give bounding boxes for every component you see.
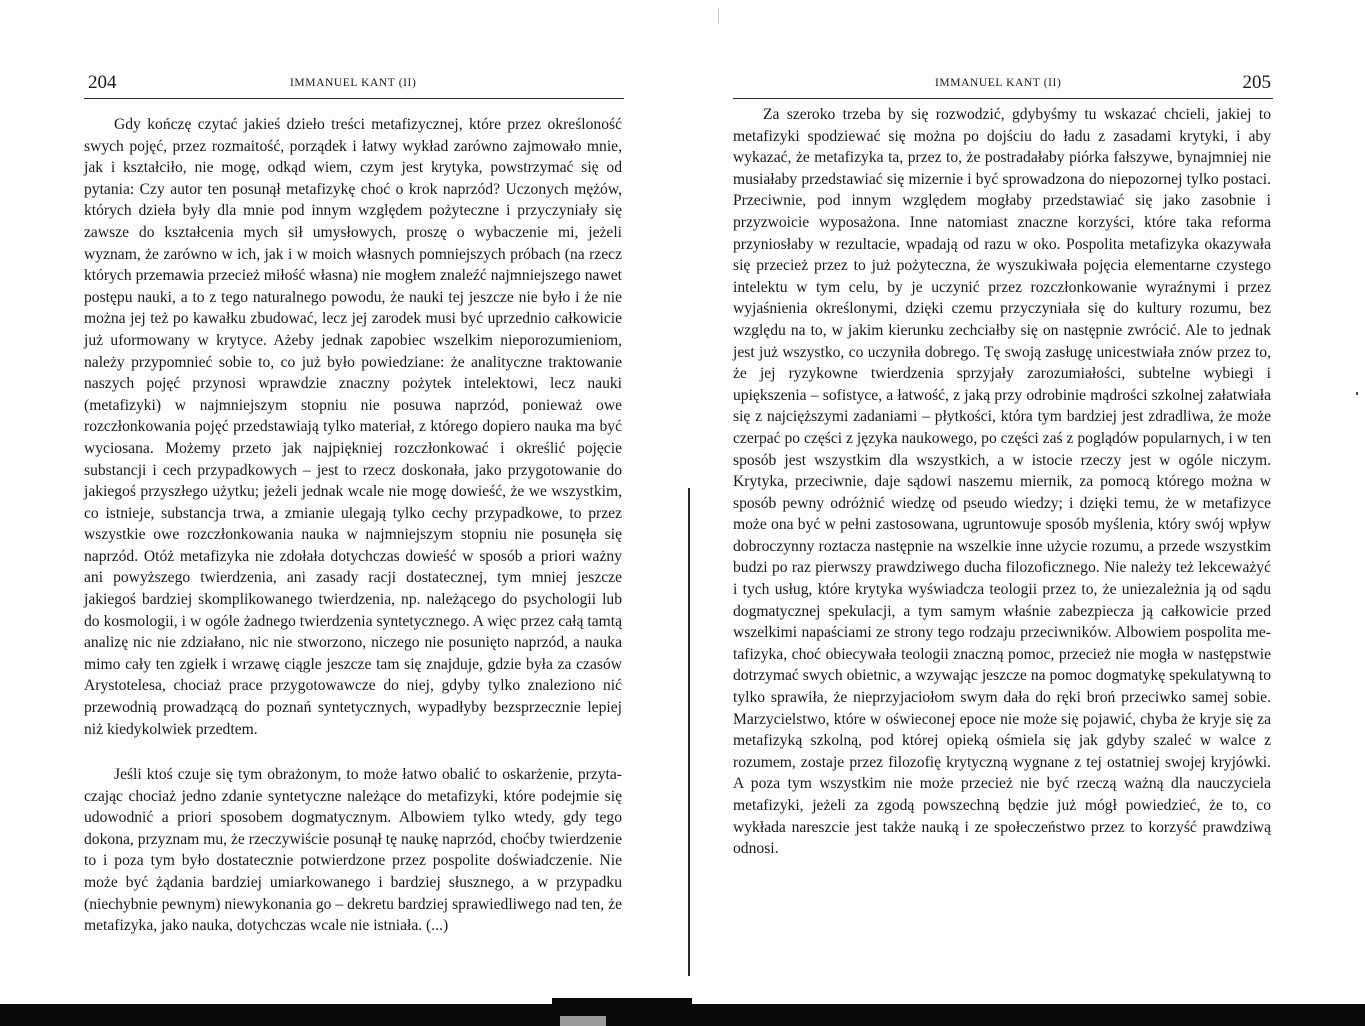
paragraph-text: Za szeroko trzeba by się rozwodzić, gdybyśmy tu wskazać chcieli, jakiej to metafizyki spodziewać się można po dojściu do ładu z zasadami krytyki, i aby wykazać, że metafizyka ta, przez to, że postradałaby piórka fałszywe, bynajmniej nie musiałaby przedstawiać się mizernie i być sprowadzona do niepozornej tylko postaci. Przeciwnie, pod innym względem mogłaby przedstawiać się jako zasobnie i przyzwoicie wyposażona. Inne natomiast znaczne korzyści, które taka reforma przyniosłaby w rezultacie, wpadają od razu w oko. Pospolita metafizyka okazywała się przecież przez to już pożyteczna, że wyszukiwała pojęcia elementarne czystego intelektu w tym celu, by je uczynić przez rozczłonkowanie wyraźnymi i przez wyjaśnienia określonymi, dzięki czemu przyczyniała się do kultury rozumu, bez względu na to, w jakim kierunku zechciałby się on następnie zwrócić. Ale to jednak jest już wszystko, co uczyniła dobrego. Tę swoją zasługę unicestwiała znów przez to, że jej ryzykowne twierdzenia sprzyjały zarozumiałości, subtelne wybiegi i upiększenia – sofistyce, a łatwość, z jaką przy odrobinie mądrości szkolnej załatwiała się z najcięższymi zadaniami – płytkości, która tym bardziej jest zdradliwa, że może czerpać po części z języka naukowego, po części zaś z poglądów popularnych, i w ten sposób jest wszystkim dla wszystkich, a w istocie rzeczy jest w ogóle niczym. Krytyka, przeciwnie, daje sądowi naszemu miernik, za pomocą którego można w sposób pewny odróżnić wiedzę od pseudo wiedzy; i dzięki temu, że w metafizyce może ona być w pełni zastosowana, ugruntowuje sposób myślenia, który swój wpływ dobroczynny roztacza następnie na wszelkie inne użycie rozumu, a przede wszystkim budzi po raz pierwszy prawdziwego ducha filozoficznego. Nie należy też lekceważyć i tych usług, które krytyka wyświadcza teologii przez to, że uniezależnia ją od sądu dogmatycznej spekulacji, a tym samym właśnie zabezpiecza ją całkowicie przed wszelkimi napaściami ze strony tego rodzaju przeciwników. Albowiem pospolita metafizyka, choć obiecywała teologii znaczną pomoc, przecież nie mogła w następstwie dotrzymać swych obietnic, a wzywając jeszcze na pomoc dogmatykę spekulatywną to tylko sprawiła, że nieprzyjaciołom swym dała do ręki broń przeciwko samej sobie. Marzycielstwo, które w oświeconej epoce nie może się pojawić, chyba że kryje się za metafizyką szkolną, pod której opieką ośmiela się jak gdyby szaleć w walce z rozumem, zostaje przez filozofię krytyczną wygnane z tej ostatniej swojej kryjówki. A poza tym wszystkim nie może przecież nie być rzeczą ważną dla nauczyciela metafizyki, jeżeli za zgodą powszechną będzie już mógł powiedzieć, że to, co wykłada nareszcie jest także nauką i ze społeczeństwo przez to korzyść prawdziwą odnosi.: [733, 106, 1271, 858]
gutter-shadow: [718, 8, 719, 24]
scan-edge-highlight: [560, 1016, 606, 1026]
scan-speck: [1356, 392, 1358, 395]
running-head: IMMANUEL KANT (II): [935, 77, 1062, 89]
right-page-header: [733, 70, 1273, 99]
paragraph-text: Jeśli ktoś czuje się tym obrażonym, to może łatwo obalić to oskarżenie, przytaczając chociaż jedno zdanie syntetyczne należące do metafizyki, które podejmie się udowodnić a priori sposobem dogmatycznym. Albowiem tylko wtedy, gdy tego dokona, przyznam mu, że rzeczywiście posunął tę naukę naprzód, choćby twierdzenie to i poza tym było dostatecznie potwierdzone przez pospolite doświadczenie. Nie może być żądania bardziej umiarkowanego i bardziej słusznego, a w przypadku (niechybnie pewnym) niewykonania go – dekretu bardziej sprawiedliwego nad ten, że metafizyka, jako nauka, dotychczas wcale nie istniała. (...): [84, 766, 622, 935]
body-paragraph-1: [84, 114, 622, 740]
scan-bottom-edge: [0, 1004, 1365, 1026]
body-paragraph-2: [84, 764, 622, 937]
body-paragraph-1: [733, 104, 1271, 860]
running-head: IMMANUEL KANT (II): [290, 77, 417, 89]
left-page-header: [84, 70, 624, 99]
page-number: 204: [88, 72, 117, 93]
paragraph-text: Gdy kończę czytać jakieś dzieło treści metafizycznej, które przez określoność swych pojęć, przez rozmaitość, porządek i łatwy wykład zarówno zajmowało mnie, jak i kształciło, nie mogę, odkąd wiem, czym jest krytyka, powstrzymać się od pytania: Czy autor ten posunął metafizykę choć o krok naprzód? Uczonych mężów, których dzieła były dla mnie pod innym względem pożyteczne i przyczyniały się zawsze do kształcenia mych sił umysłowych, proszę o wybaczenie mi, jeżeli wyznam, że zarówno w ich, jak i w moich własnych pomniejszych próbach (na rzecz których przemawia przecież miłość własna) nie mogłem znaleźć najmniejszego nawet postępu nauki, a to z tego naturalnego powodu, że nauki tej jeszcze nie było i że nie można jej też po kawałku zbudować, lecz jej zarodek musi być uprzednio całkowicie już uformowany w krytyce. Ażeby jednak zapobiec wszelkim nieporozumieniom, należy przypomnieć sobie to, co już było powiedziane: że analityczne traktowanie naszych pojęć przynosi wprawdzie znaczny pożytek intelektowi, lecz nauki (metafizyki) w najmniejszym stopniu nie posuwa naprzód, ponieważ owe rozczłonkowania pojęć przedstawiają tylko materiał, z którego dopiero nauka ma być wyciosana. Możemy przeto jak najpiękniej rozczłonkować i określić pojęcie substancji i cech przypadkowych – jest to rzecz doskonała, jako przygotowanie do jakiegoś przyszłego użytku; jeżeli jednak wcale nie mogę dowieść, że we wszystkim, co istnieje, substancja trwa, a zmianie ulegają tylko cechy przypadkowe, to przez wszystkie owe rozczłonkowania nauka w najmniejszym stopniu nie posunęła się naprzód. Otóż metafizyka nie zdołała dotychczas dowieść w sposób a priori ważny ani powyższego twierdzenia, ani zasady racji dostatecznej, tym mniej jeszcze jakiegoś bardziej skomplikowanego twierdzenia, np. należącego do psychologii lub do kosmologii, i w ogóle żadnego twierdzenia syntetycznego. A więc przez całą tamtą analizę nic nie zdziałano, nic nie stworzono, niczego nie posunięto naprzód, a nauka mimo cały ten zgiełk i wrzawę ciągle jeszcze tam się znajduje, gdzie była za czasów Arystotelesa, chociaż prace przygotowawcze do niej, gdyby tylko znaleziono nić przewodnią prowadzącą do poznań syntetycznych, wypadłyby bezsprzecznie lepiej niż kiedykolwiek przedtem.: [84, 116, 622, 738]
page-number: 205: [1242, 72, 1271, 93]
gutter-binding-line: [688, 488, 690, 976]
